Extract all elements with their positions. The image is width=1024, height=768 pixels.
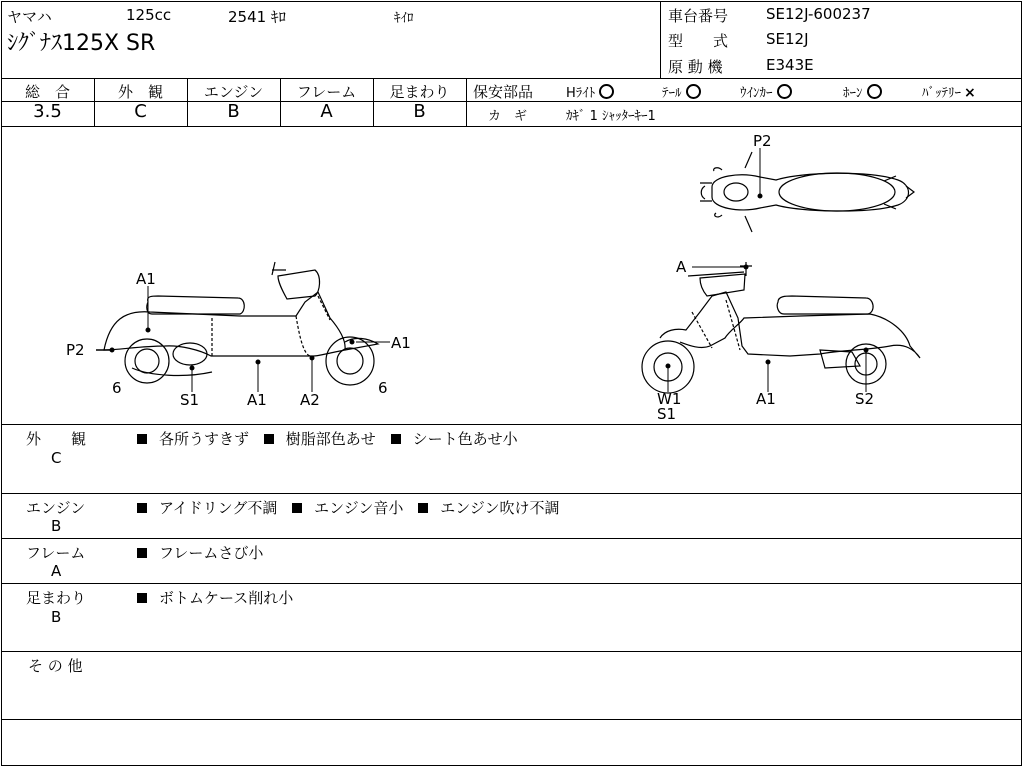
header-bottom-rule xyxy=(1,78,1022,79)
diagram-label-right-s2: S2 xyxy=(855,390,875,408)
scooter-top-view xyxy=(700,152,914,232)
grade-suspension-value: B xyxy=(413,101,426,122)
mileage-unit-note: ｷｲﾛ xyxy=(394,11,414,26)
ng-cross-icon: × xyxy=(964,85,976,101)
remark-rule xyxy=(1,538,1022,539)
diagram-label-left-a1-floor: A1 xyxy=(247,391,267,409)
engine-value: E343E xyxy=(766,56,814,74)
remark-item: フレームさび小 xyxy=(159,544,264,562)
diagram-label-left-a1-front: A1 xyxy=(391,334,411,352)
grade-exterior-label: 外 観 xyxy=(117,83,163,101)
remark-exterior-items xyxy=(137,428,528,449)
ok-circle-icon xyxy=(599,84,614,99)
remark-item: アイドリング不調 xyxy=(159,499,278,517)
maker: ヤマハ xyxy=(7,8,52,26)
diagram-label-left-a2: A2 xyxy=(300,391,320,409)
bullet-square-icon xyxy=(292,503,302,513)
grade-engine-value: B xyxy=(227,101,240,122)
remark-rule xyxy=(1,719,1022,720)
type-value: SE12J xyxy=(766,30,809,48)
key-label: カ ギ xyxy=(488,109,528,124)
scooter-diagram xyxy=(0,127,1024,425)
remark-engine-grade: B xyxy=(51,517,62,535)
diagram-label-left-s1: S1 xyxy=(180,391,200,409)
remark-item: 樹脂部色あせ xyxy=(285,430,376,448)
grade-divider xyxy=(466,78,467,126)
remark-other-label: そ の 他 xyxy=(28,657,83,675)
ok-circle-icon xyxy=(686,84,701,99)
remark-exterior-label: 外 観 xyxy=(26,430,87,448)
remark-engine-items xyxy=(137,497,569,518)
remark-suspension-items xyxy=(137,587,303,608)
remark-rule xyxy=(1,583,1022,584)
safety-item-headlight: Hﾗｲﾄ xyxy=(566,82,614,101)
bullet-square-icon xyxy=(137,548,147,558)
model-name: ｼｸﾞﾅｽ125X SR xyxy=(7,31,156,56)
diagram-label-top-p2: P2 xyxy=(753,132,772,150)
scooter-right-view xyxy=(642,262,920,393)
grade-overall-label: 総 合 xyxy=(24,83,70,101)
bullet-square-icon xyxy=(418,503,428,513)
diagram-label-left-6-front: 6 xyxy=(378,379,388,397)
grade-overall-value: 3.5 xyxy=(33,101,62,122)
mileage: 2541 ｷﾛ xyxy=(228,8,286,26)
remark-frame-items xyxy=(137,542,273,563)
grade-suspension-label: 足まわり xyxy=(389,83,450,101)
bullet-square-icon xyxy=(264,434,274,444)
type-label: 型 式 xyxy=(668,32,729,50)
remark-item: ボトムケース削れ小 xyxy=(159,589,294,607)
diagram-label-right-a1: A1 xyxy=(756,390,776,408)
safety-item-winker: ｳｲﾝｶｰ xyxy=(740,82,792,101)
remark-item: 各所うすきず xyxy=(159,430,250,448)
frame-no-label: 車台番号 xyxy=(668,7,729,25)
safety-label: 保安部品 xyxy=(473,83,534,101)
remark-frame-grade: A xyxy=(51,562,62,580)
header-divider xyxy=(660,1,661,78)
remark-suspension-label: 足まわり xyxy=(26,589,87,607)
bullet-square-icon xyxy=(137,503,147,513)
grade-exterior-value: C xyxy=(134,101,147,122)
grade-frame-value: A xyxy=(320,101,333,122)
diagram-label-left-6-rear: 6 xyxy=(112,379,122,397)
grade-frame-label: フレーム xyxy=(296,83,357,101)
remark-suspension-grade: B xyxy=(51,608,62,626)
displacement: 125cc xyxy=(126,6,172,24)
key-value: ｶｷﾞ 1 ｼｬｯﾀｰｷｰ1 xyxy=(566,109,656,124)
diagram-label-right-a: A xyxy=(676,258,687,276)
diagram-label-right-w1: W1 xyxy=(657,390,682,408)
engine-label: 原 動 機 xyxy=(668,58,723,76)
remark-item: エンジン吹け不調 xyxy=(440,499,560,517)
remark-frame-label: フレーム xyxy=(26,544,86,562)
diagram-bottom-rule xyxy=(1,424,1022,425)
safety-mid-rule xyxy=(466,101,1022,102)
diagram-label-right-s1: S1 xyxy=(657,405,677,423)
remark-engine-label: エンジン xyxy=(26,499,86,517)
remark-rule xyxy=(1,493,1022,494)
safety-item-tail: ﾃｰﾙ xyxy=(662,82,701,101)
ok-circle-icon xyxy=(777,84,792,99)
bullet-square-icon xyxy=(391,434,401,444)
remark-item: シート色あせ小 xyxy=(412,430,518,448)
safety-item-horn: ﾎｰﾝ xyxy=(843,82,882,101)
bullet-square-icon xyxy=(137,593,147,603)
remark-exterior-grade: C xyxy=(51,449,62,467)
diagram-label-left-a1-seat: A1 xyxy=(136,270,156,288)
ok-circle-icon xyxy=(867,84,882,99)
diagram-label-left-p2: P2 xyxy=(66,341,85,359)
grade-engine-label: エンジン xyxy=(203,83,264,101)
remark-rule xyxy=(1,651,1022,652)
safety-item-battery: ﾊﾞｯﾃﾘｰ × xyxy=(922,85,976,101)
bullet-square-icon xyxy=(137,434,147,444)
remark-item: エンジン音小 xyxy=(314,499,404,517)
frame-no: SE12J-600237 xyxy=(766,5,871,23)
